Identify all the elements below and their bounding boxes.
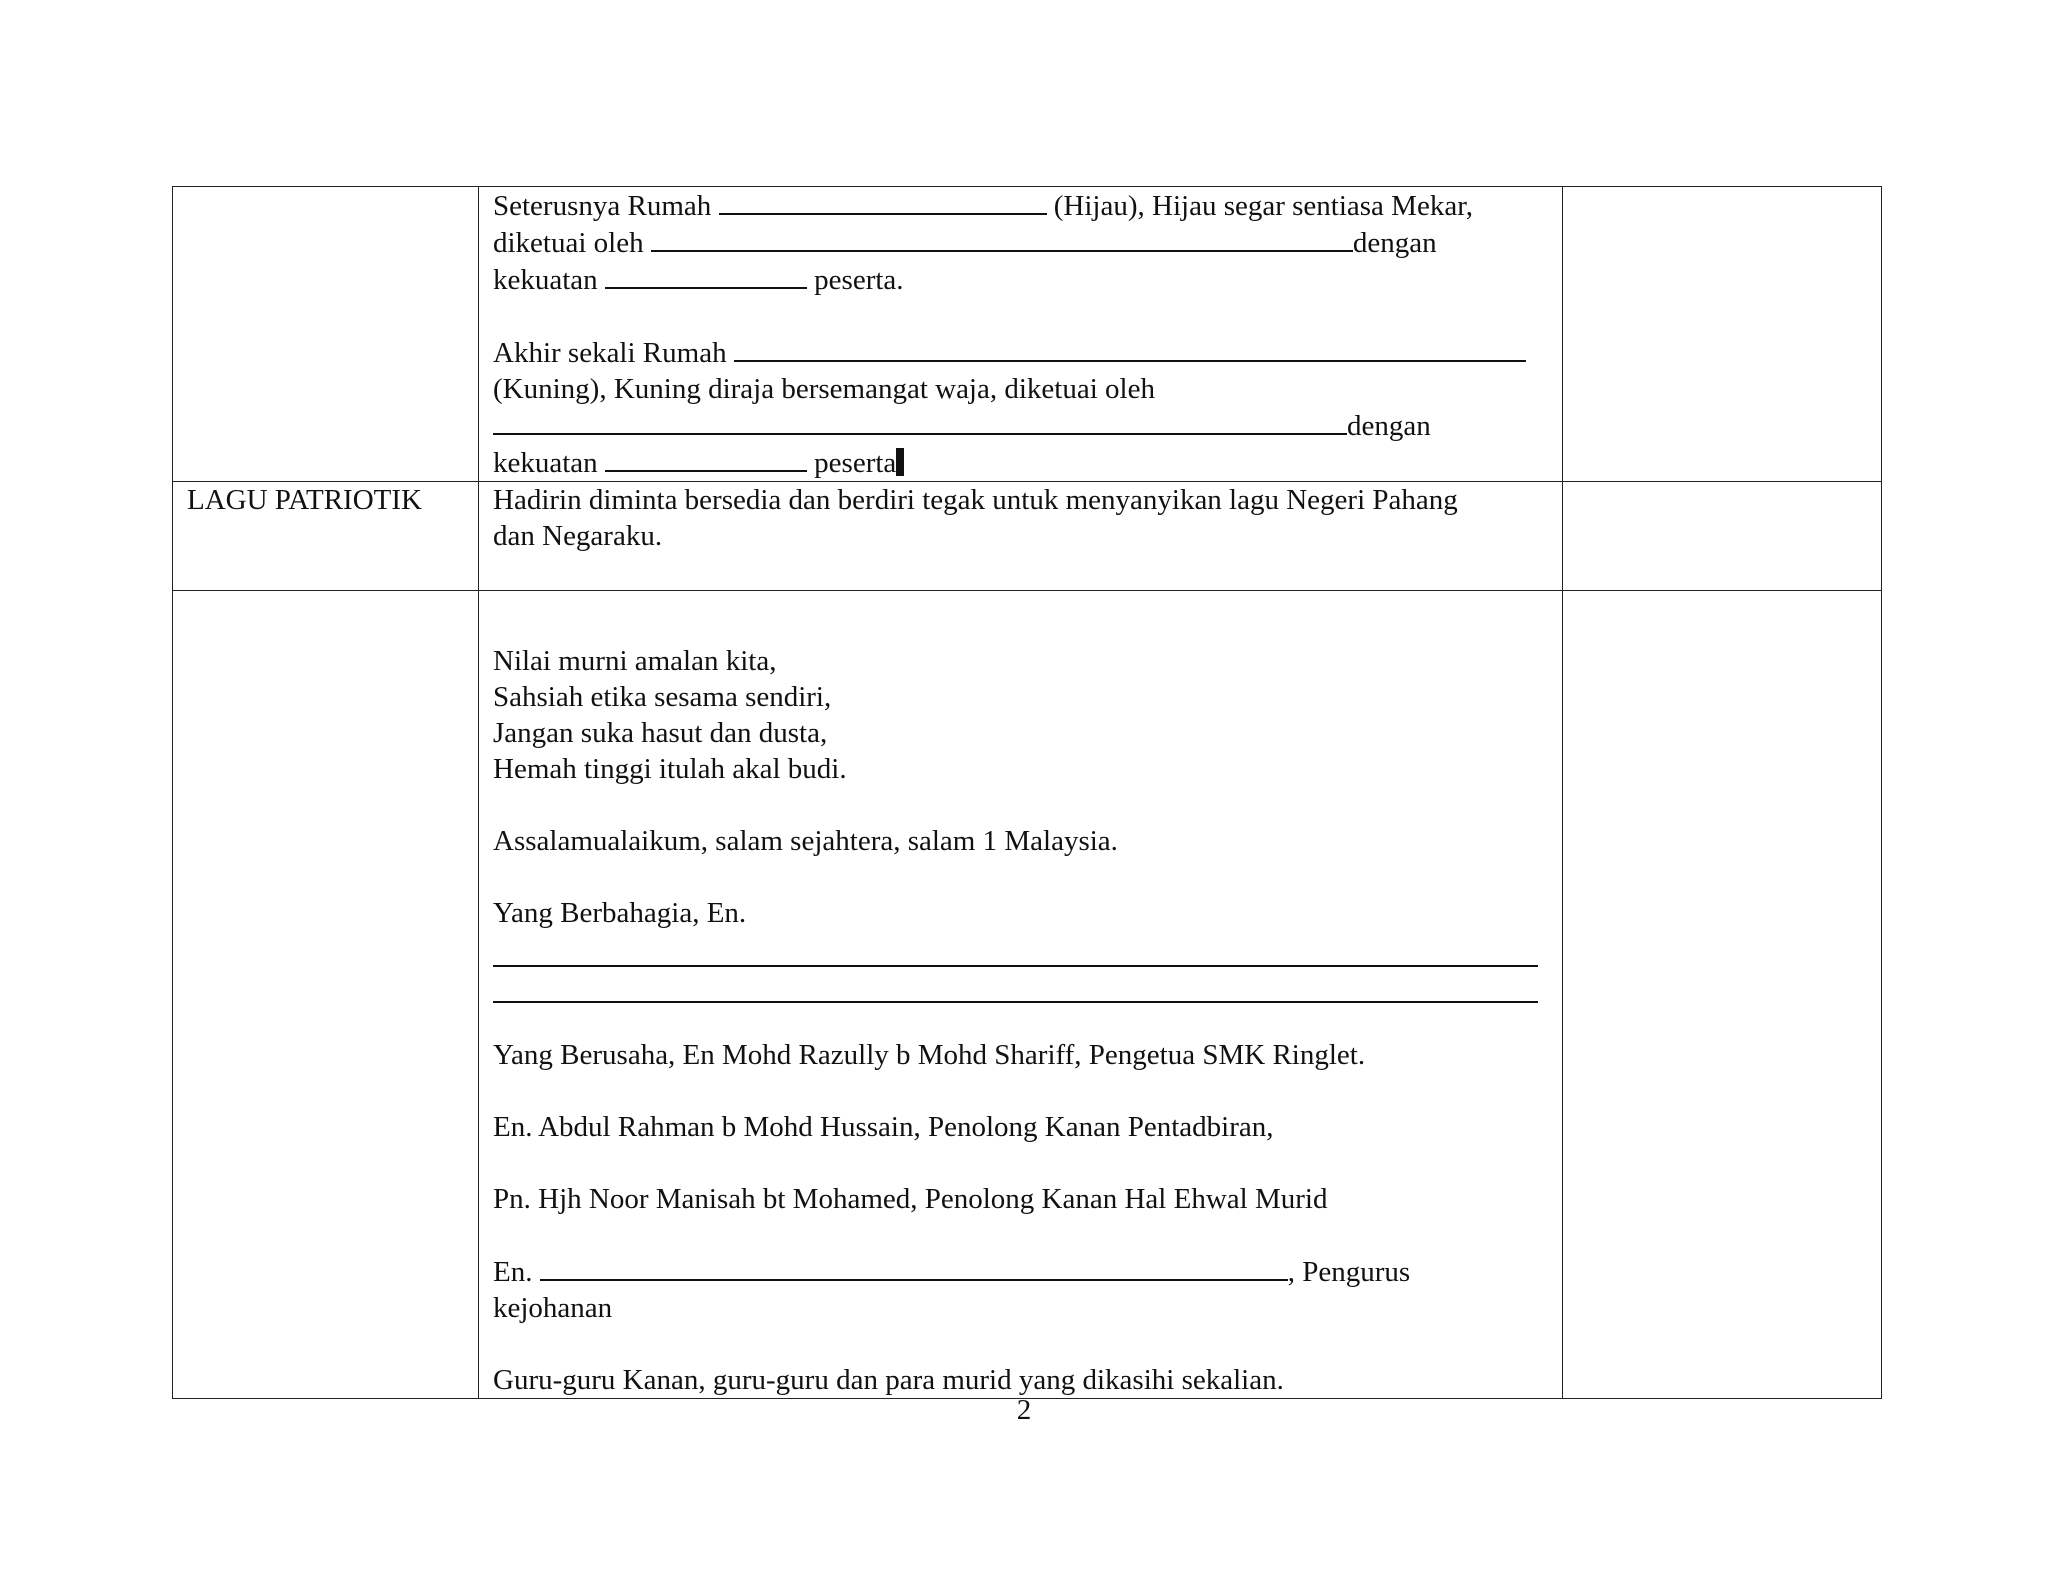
pk-hem-line: Pn. Hjh Noor Manisah bt Mohamed, Penolong Kanan Hal Ehwal Murid xyxy=(493,1183,1328,1215)
text-segment: peserta. xyxy=(806,264,904,296)
text-segment: , Pengurus xyxy=(1287,1256,1411,1288)
pantun-line: Sahsiah etika sesama sendiri, xyxy=(493,681,832,713)
leader-name-blank xyxy=(493,407,1347,435)
house-name-blank xyxy=(734,334,1526,362)
table-row xyxy=(173,482,1882,591)
text-segment: En. xyxy=(493,1256,540,1288)
text-segment: kekuatan xyxy=(493,264,605,296)
kuning-line-4 xyxy=(493,444,1548,481)
notes-cell xyxy=(1563,187,1882,482)
row-label-cell xyxy=(173,482,479,591)
leader-name-blank xyxy=(651,224,1353,252)
participant-count-blank xyxy=(605,261,807,289)
script-cell xyxy=(479,187,1563,482)
text-segment: kekuatan xyxy=(493,447,605,479)
text-cursor xyxy=(896,448,904,476)
table-row xyxy=(173,591,1882,1399)
program-script-table xyxy=(172,186,1882,1399)
page-number: 2 xyxy=(1016,1394,1032,1426)
manager-name-blank xyxy=(540,1253,1288,1281)
text-segment: Akhir sekali Rumah xyxy=(493,337,734,369)
notes-cell xyxy=(1563,482,1882,591)
name-blank-line xyxy=(493,967,1538,1003)
pengetua-line: Yang Berusaha, En Mohd Razully b Mohd Shariff, Pengetua SMK Ringlet. xyxy=(493,1039,1366,1071)
house-name-blank xyxy=(719,187,1047,215)
instruction-line-2: dan Negaraku. xyxy=(493,520,663,552)
notes-cell xyxy=(1563,591,1882,1399)
row-label-cell xyxy=(173,591,479,1399)
kuning-line-1 xyxy=(493,334,1548,371)
pengurus-line-2: kejohanan xyxy=(493,1292,613,1324)
text-segment: peserta xyxy=(806,447,897,479)
name-blank-line xyxy=(493,931,1538,967)
hijau-line-2 xyxy=(493,224,1548,261)
participant-count-blank xyxy=(605,444,807,472)
table-row xyxy=(173,187,1882,482)
text-segment: (Hijau), Hijau segar sentiasa Mekar, xyxy=(1046,190,1473,222)
script-cell xyxy=(479,482,1563,591)
hijau-line-1 xyxy=(493,187,1548,224)
pk-pentadbiran-line: En. Abdul Rahman b Mohd Hussain, Penolong Kanan Pentadbiran, xyxy=(493,1111,1274,1143)
text-segment: dengan xyxy=(1347,410,1431,442)
hijau-line-3 xyxy=(493,261,1548,298)
kuning-line-3 xyxy=(493,407,1548,444)
pengurus-line-1 xyxy=(493,1253,1548,1290)
kuning-line-2: (Kuning), Kuning diraja bersemangat waja, diketuai oleh xyxy=(493,373,1155,405)
closing-line: Guru-guru Kanan, guru-guru dan para murid yang dikasihi sekalian. xyxy=(493,1364,1284,1396)
row-label: LAGU PATRIOTIK xyxy=(187,484,422,516)
text-segment: diketuai oleh xyxy=(493,227,651,259)
greeting-line: Assalamualaikum, salam sejahtera, salam 1 Malaysia. xyxy=(493,825,1118,857)
script-cell xyxy=(479,591,1563,1399)
text-segment: dengan xyxy=(1352,227,1437,259)
row-label-cell xyxy=(173,187,479,482)
instruction-line-1: Hadirin diminta bersedia dan berdiri tegak untuk menyanyikan lagu Negeri Pahang xyxy=(493,484,1458,516)
berbahagia-line: Yang Berbahagia, En. xyxy=(493,897,747,929)
text-segment: Seterusnya Rumah xyxy=(493,190,719,222)
pantun-line: Jangan suka hasut dan dusta, xyxy=(493,717,828,749)
pantun-line: Hemah tinggi itulah akal budi. xyxy=(493,753,847,785)
pantun-line: Nilai murni amalan kita, xyxy=(493,645,777,677)
